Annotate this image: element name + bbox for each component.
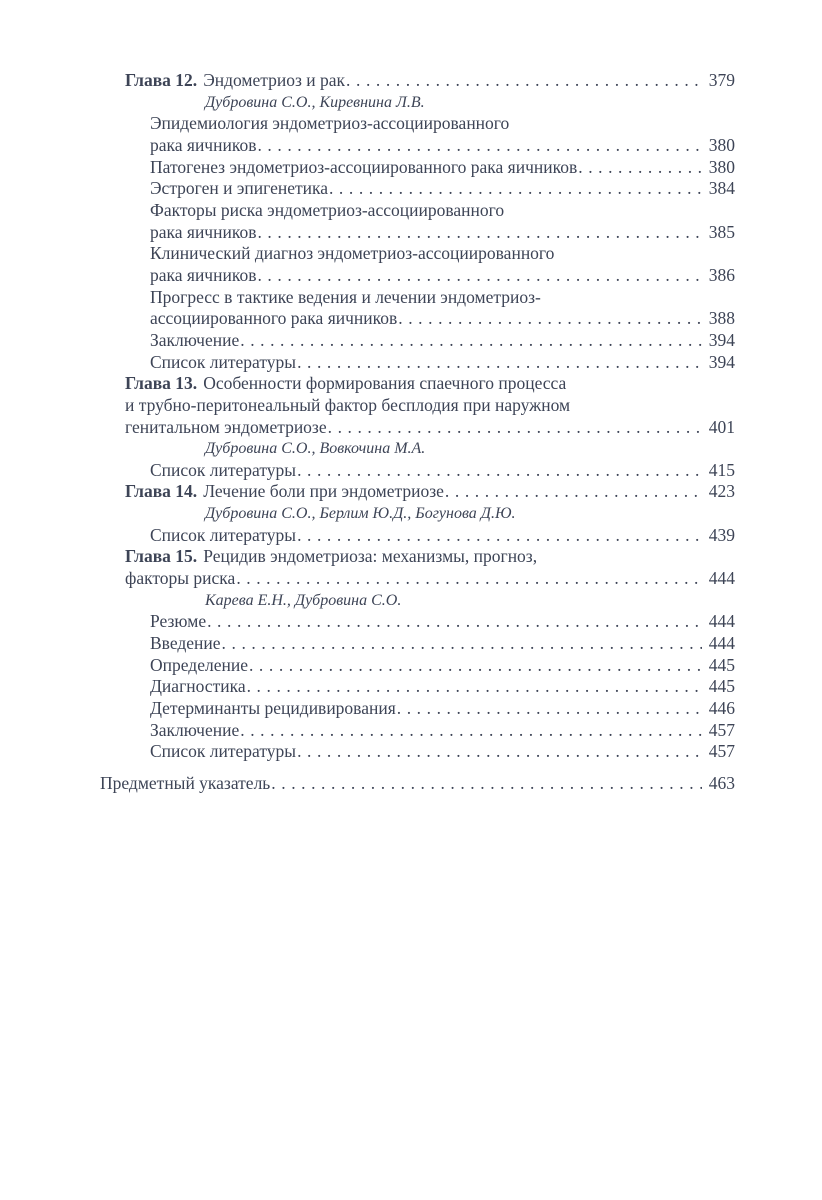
page-number: 401	[708, 416, 735, 437]
toc-section-line	[100, 720, 735, 742]
toc-chapter-line	[100, 481, 735, 503]
entry-text: рака яичников	[150, 221, 257, 242]
toc-section-line	[100, 525, 735, 547]
entry-text: рака яичников	[150, 264, 257, 285]
toc-section-line	[100, 200, 735, 222]
toc-chapter-line	[100, 70, 735, 92]
page-number: 380	[708, 134, 735, 155]
entry-text: Рецидив эндометриоза: механизмы, прогноз,	[203, 546, 538, 567]
toc-chapter-line-cont	[100, 568, 735, 590]
entry-text: Клинический диагноз эндометриоз-ассоциированного	[150, 243, 555, 264]
page-number: 444	[708, 611, 735, 632]
entry-text: ассоциированного рака яичников	[150, 308, 398, 329]
page-number: 423	[708, 481, 735, 502]
page-number: 415	[708, 459, 735, 480]
dot-leader	[257, 135, 702, 157]
toc-section-line	[100, 135, 735, 157]
entry-text: Эндометриоз и рак	[203, 70, 346, 90]
page-number: 380	[708, 156, 735, 177]
toc-chapter-line	[100, 373, 735, 395]
authors-text: Карева Е.Н., Дубровина С.О.	[205, 591, 402, 609]
chapter-number-label: Глава 14.	[125, 481, 198, 502]
toc-section-line	[100, 611, 735, 633]
entry-text: Особенности формирования спаечного процесса	[203, 373, 567, 394]
toc-authors-line	[100, 503, 735, 525]
entry-text: Патогенез эндометриоз-ассоциированного рака яичников	[150, 156, 578, 177]
toc-section-line	[100, 655, 735, 677]
dot-leader	[445, 481, 702, 503]
dot-leader	[222, 633, 702, 655]
page-number: 384	[708, 178, 735, 199]
page-number: 386	[708, 264, 735, 285]
dot-leader	[257, 265, 702, 287]
entry-text: Заключение	[150, 329, 240, 350]
entry-text: рака яичников	[150, 134, 257, 155]
dot-leader	[328, 417, 702, 439]
entry-text: Список литературы	[150, 459, 297, 480]
toc-authors-line	[100, 590, 735, 612]
toc-authors-line	[100, 438, 735, 460]
dot-leader	[257, 222, 702, 244]
entry-text: Эстроген и эпигенетика	[150, 178, 328, 199]
toc-section-line	[100, 113, 735, 135]
page-number: 388	[708, 308, 735, 329]
dot-leader	[297, 525, 702, 547]
page-number: 379	[708, 70, 735, 90]
dot-leader	[397, 698, 702, 720]
dot-leader	[236, 568, 702, 590]
authors-text: Дубровина С.О., Киревнина Л.В.	[205, 93, 425, 111]
dot-leader	[297, 352, 702, 374]
toc-section-line	[100, 633, 735, 655]
dot-leader	[249, 655, 702, 677]
toc-section-line	[100, 460, 735, 482]
toc-section-line	[100, 287, 735, 309]
page-number: 445	[708, 676, 735, 697]
toc-section-line	[100, 676, 735, 698]
toc-section-line	[100, 157, 735, 179]
toc-chapter-line-cont	[100, 395, 735, 417]
toc-section-line	[100, 330, 735, 352]
authors-text: Дубровина С.О., Вовкочина М.А.	[205, 440, 426, 458]
dot-leader	[297, 741, 702, 763]
dot-leader	[247, 676, 702, 698]
entry-text: Список литературы	[150, 741, 297, 762]
entry-text: Список литературы	[150, 351, 297, 372]
entry-text: Заключение	[150, 719, 240, 740]
page-number: 394	[708, 351, 735, 372]
page-number: 385	[708, 221, 735, 242]
toc-chapter-line	[100, 546, 735, 568]
toc-section-line	[100, 308, 735, 330]
page-number: 439	[708, 524, 735, 545]
entry-text: Предметный указатель	[100, 773, 271, 793]
entry-text: Факторы риска эндометриоз-ассоциированного	[150, 199, 505, 220]
toc-index-line	[100, 773, 735, 795]
entry-text: Эпидемиология эндометриоз-ассоциированного	[150, 113, 510, 134]
toc-chapter-line-cont	[100, 417, 735, 439]
entry-text: Список литературы	[150, 524, 297, 545]
entry-text: Определение	[150, 654, 248, 675]
dot-leader	[240, 720, 702, 742]
entry-text: Лечение боли при эндометриозе	[203, 481, 444, 502]
dot-leader	[207, 611, 702, 633]
chapter-number-label: Глава 12.	[125, 70, 198, 90]
dot-leader	[346, 70, 702, 92]
page-number: 394	[708, 329, 735, 350]
dot-leader	[329, 178, 702, 200]
toc-section-line	[100, 265, 735, 287]
page-number: 457	[708, 719, 735, 740]
page-number: 444	[708, 568, 735, 589]
dot-leader	[271, 773, 702, 795]
chapter-number-label: Глава 15.	[125, 546, 198, 567]
dot-leader	[240, 330, 702, 352]
toc-section-line	[100, 222, 735, 244]
entry-text: Прогресс в тактике ведения и лечении эндометриоз-	[150, 286, 541, 307]
table-of-contents	[100, 70, 735, 795]
dot-leader	[297, 460, 702, 482]
toc-authors-line	[100, 92, 735, 114]
page-number: 446	[708, 698, 735, 719]
entry-text: Диагностика	[150, 676, 246, 697]
toc-section-line	[100, 741, 735, 763]
authors-text: Дубровина С.О., Берлим Ю.Д., Богунова Д.Ю.	[205, 505, 516, 523]
toc-section-line	[100, 178, 735, 200]
page-number: 463	[708, 773, 735, 793]
entry-text: и трубно-перитонеальный фактор бесплодия при наружном	[125, 394, 571, 415]
entry-text: Введение	[150, 633, 221, 654]
page-number: 444	[708, 633, 735, 654]
toc-section-line	[100, 698, 735, 720]
entry-text: факторы риска	[125, 568, 236, 589]
chapter-number-label: Глава 13.	[125, 373, 198, 394]
dot-leader	[398, 308, 702, 330]
entry-text: Резюме	[150, 611, 207, 632]
toc-section-line	[100, 243, 735, 265]
page-number: 457	[708, 741, 735, 762]
dot-leader	[578, 157, 702, 179]
toc-section-line	[100, 352, 735, 374]
page-number: 445	[708, 654, 735, 675]
entry-text: генитальном эндометриозе	[125, 416, 327, 437]
entry-text: Детерминанты рецидивирования	[150, 698, 396, 719]
